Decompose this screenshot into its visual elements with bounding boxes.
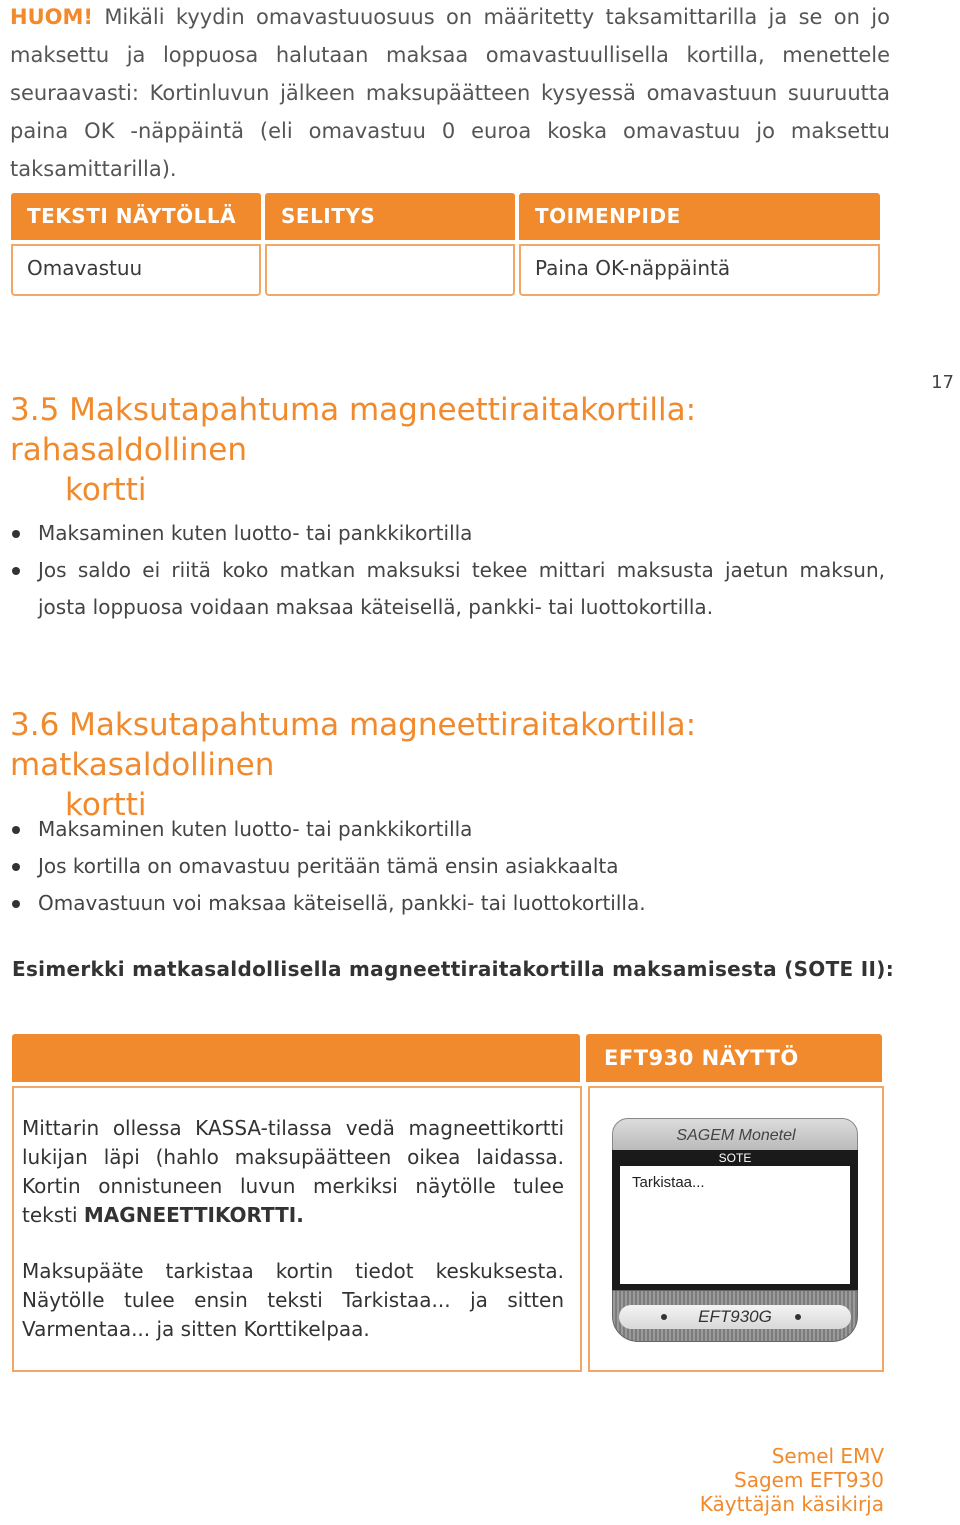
terminal-screen [620,1166,850,1284]
table1-cell-explanation [265,244,515,296]
terminal-top [612,1118,858,1152]
terminal-brand: SAGEM Monetel [676,1127,796,1144]
terminal-illustration [612,1118,858,1344]
footer-line: Käyttäjän käsikirja [699,1492,884,1516]
table2-header-right: EFT930 NÄYTTÖ [586,1034,882,1082]
example-heading: Esimerkki matkasaldollisella magneettiraitakortilla maksamisesta (SOTE II): [12,957,895,981]
list-item: Jos saldo ei riitä koko matkan maksuksi tekee mittari maksusta jaetun maksun, josta loppuosa voidaan maksaa käteisellä, pankki- tai luottokortilla. [12,552,885,626]
terminal-screen-text: Tarkistaa... [632,1174,705,1191]
terminal-model-band [619,1305,851,1329]
section-number: 3.6 [10,707,60,743]
table1-cell-action: Paina OK-näppäintä [519,244,880,296]
section-3-6-heading [10,705,890,825]
table1-header-action: TOIMENPIDE [519,193,880,240]
table1-header-screen-text: TEKSTI NÄYTÖLLÄ [11,193,261,240]
section-3-5-list [12,515,885,626]
section-number: 3.5 [10,392,60,428]
section-3-6-list [12,811,885,922]
terminal-screen-frame [612,1150,858,1290]
terminal-screen-header: SOTE [718,1151,752,1165]
terminal-model: EFT930G [698,1307,772,1326]
instruction-paragraph-2: Maksupääte tarkistaa kortin tiedot keskuksesta. Näytölle tulee ensin teksti Tarkistaa... ja sitten Varmentaa... ja sitten Korttikelpaa. [22,1259,564,1341]
footer-line: Semel EMV [771,1444,884,1468]
table1-cell-screen-text: Omavastuu [11,244,261,296]
instruction-text: Mittarin ollessa KASSA-tilassa vedä magneettikortti lukijan läpi (hahlo maksupäätteen oikea laidassa. Kortin onnistuneen luvun merkiksi näytölle tulee teksti [22,1116,564,1227]
list-item: Jos kortilla on omavastuu peritään tämä ensin asiakkaalta [12,848,885,885]
list-item: Maksaminen kuten luotto- tai pankkikortilla [12,515,885,552]
notice-text: Mikäli kyydin omavastuuosuus on määritetty taksamittarilla ja se on jo maksettu ja loppuosa halutaan maksaa omavastuullisella kortilla, menettele seuraavasti: Kortinluvun jälkeen maksupäätteen kysyessä omavastuun suuruutta paina OK -näppäintä (eli omavastuu 0 euroa koska omavastuu jo maksettu taksamittarilla). [10,5,890,181]
footer-line: Sagem EFT930 [734,1468,884,1492]
list-item: Omavastuun voi maksaa käteisellä, pankki- tai luottokortilla. [12,885,885,922]
footer [700,1444,884,1516]
instruction-bold: MAGNEETTIKORTTI. [83,1203,304,1227]
dot-icon [795,1314,801,1320]
list-item: Maksaminen kuten luotto- tai pankkikortilla [12,811,885,848]
terminal-bottom [612,1290,858,1342]
section-3-5-heading [10,390,890,510]
section-title: Maksutapahtuma magneettiraitakortilla: rahasaldollinen [10,392,697,468]
page-number: 17 [931,372,954,393]
notice-paragraph [10,0,890,188]
instruction-paragraph-1 [22,1114,564,1230]
table1-header-explanation: SELITYS [265,193,515,240]
section-title: Maksutapahtuma magneettiraitakortilla: matkasaldollinen [10,707,697,783]
section-title-cont: kortti [65,787,147,823]
section-title-cont: kortti [65,472,147,508]
table2-header-left [12,1034,580,1082]
notice-label: HUOM! [10,5,93,29]
